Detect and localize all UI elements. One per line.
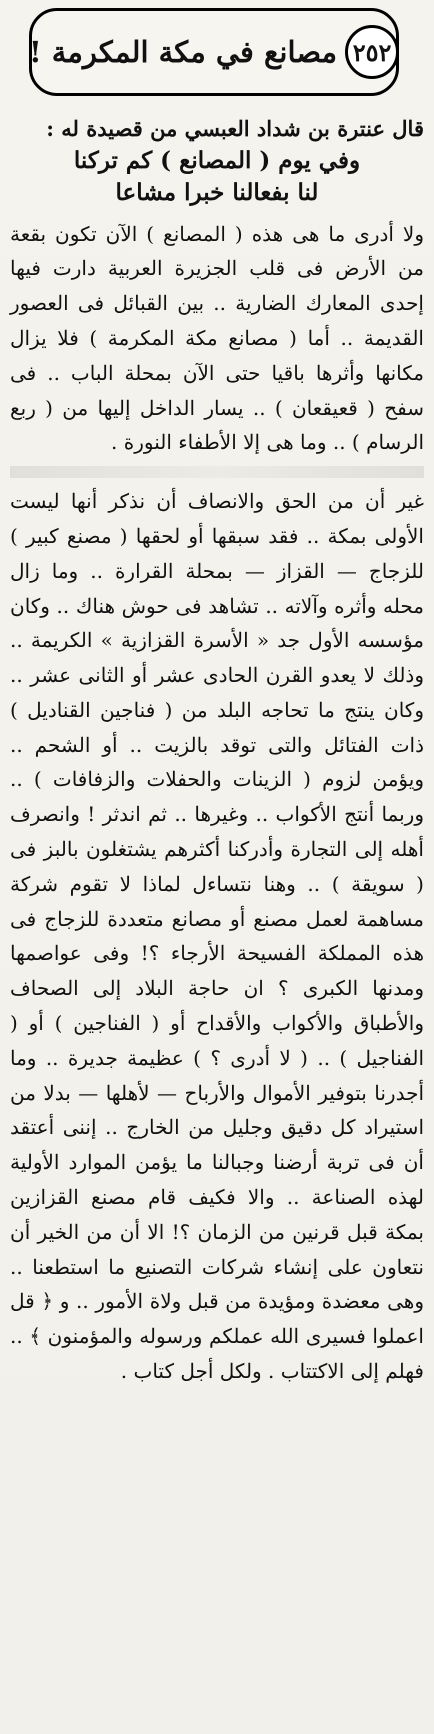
- paragraph-2: غير أن من الحق والانصاف أن نذكر أنها ليست الأولى بمكة .. فقد سبقها أو لحقها ( مصنع كبير ) للزجاج — القزاز — بمحلة القرارة .. وما زال محله وأثره وآلاته .. تشاهد فى حوش هناك .. وكان مؤسسه الأول جد « الأسرة القزازية » الكريمة .. وذلك لا يعدو القرن الحادى عشر أو الثانى عشر .. وكان ينتج ما تحاجه البلد من ( فناجين القناديل ) ذات الفتائل والتى توقد بالزيت .. أو الشحم .. ويؤمن لزوم ( الزينات والحفلات والزفافات ) .. وربما أنتج الأكواب .. وغيرها .. ثم اندثر ! وانصرف أهله إلى التجارة وأدركنا أكثرهم يشتغلون بالبز فى ( سويقة ) .. وهنا نتساءل لماذا لا تقوم شركة مساهمة لعمل مصنع أو مصانع متعددة للزجاج فى هذه المملكة الفسيحة الأرجاء ؟! وفى عواصمها ومدنها الكبرى ؟ ان حاجة البلاد إلى الصحاف والأطباق والأكواب والأقداح أو ( الفناجين ) أو ( الفناجيل ) .. ( لا أدرى ؟ ) عظيمة جديرة .. وما أجدرنا بتوفير الأموال والأرباح — لأهلها — بدلا من استيراد كل دقيق وجليل من الخارج .. إننى أعتقد أن فى تربة أرضنا وجبالنا ما يؤمن الموارد الأولية لهذه الصناعة .. والا فكيف قام مصنع القزازين بمكة قبل قرنين من الزمان ؟! الا أن من الخير أن نتعاون على إنشاء شركات التصنيع ما استطعنا .. وهى معضدة ومؤيدة من قبل ولاة الأمور .. و ﴿ قل اعملوا فسيرى الله عملكم ورسوله والمؤمنون ﴾ .. فهلم إلى الاكتتاب . ولكل أجل كتاب .: [10, 489, 424, 1384]
- article-content: [0, 110, 434, 1720]
- paragraph-1: ولا أدرى ما هى هذه ( المصانع ) الآن تكون بقعة من الأرض فى قلب الجزيرة العربية دارت فيها إحدى المعارك الضارية .. بين القبائل فى العصور القديمة .. أما ( مصانع مكة المكرمة ) فلا يزال مكانها وأثرها باقيا حتى الآن بمحلة الباب .. فى سفح ( قعيقعان ) .. يسار الداخل إليها من ( ربع الرسام ) .. وما هى إلا الأطفاء النورة .: [10, 221, 424, 455]
- section-divider: [10, 466, 424, 478]
- intro-segment: [10, 114, 424, 209]
- title-box: [29, 8, 399, 96]
- article-title: مصانع في مكة المكرمة !: [28, 34, 338, 69]
- paragraph-segment-1: [10, 217, 424, 461]
- verse-line-2: لنا بفعالنا خبرا مشاعا: [115, 179, 319, 207]
- verse-line-1: وفي يوم ( المصانع ) كم تركنا: [73, 147, 361, 175]
- article-number-badge: ٢٥٢: [345, 25, 399, 79]
- intro-line: قال عنترة بن شداد العبسي من قصيدة له :: [46, 116, 424, 141]
- paragraph-segment-2: [10, 484, 424, 1389]
